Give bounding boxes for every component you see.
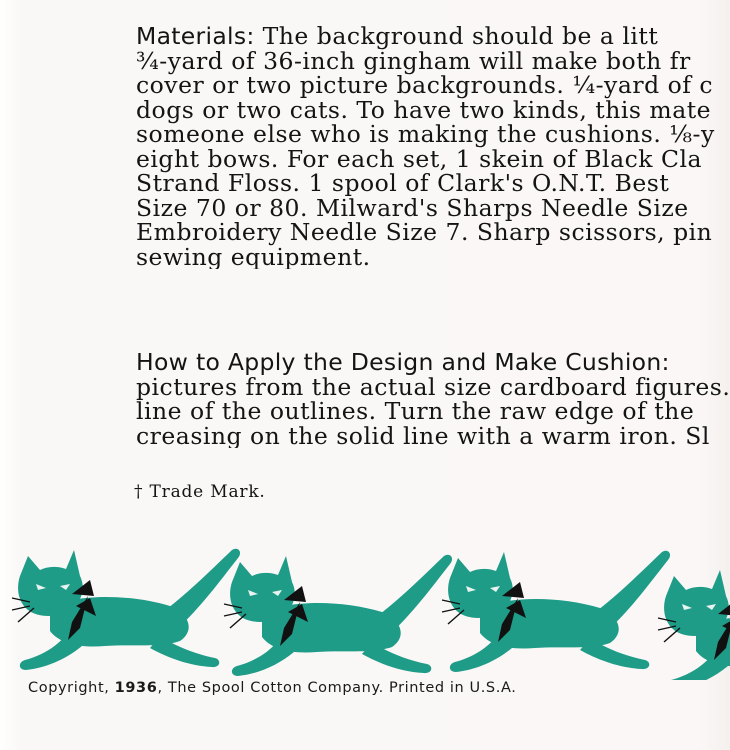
- materials-line-3: cover or two picture backgrounds. ¼-yard of c: [136, 71, 714, 99]
- cat-figure-4: [658, 569, 730, 680]
- materials-line-10: sewing equipment.: [136, 242, 371, 269]
- copyright-year: 1936: [114, 680, 158, 696]
- materials-line-8: Size 70 or 80. Milward's Sharps Needle Size: [136, 193, 689, 222]
- materials-line-9: Embroidery Needle Size 7. Sharp scissors, pin: [136, 218, 713, 246]
- howto-line-2: line of the outlines. Turn the raw edge of the: [136, 397, 695, 425]
- trademark-note: † Trade Mark.: [134, 482, 266, 502]
- howto-line-1: pictures from the actual size cardboard figures.: [136, 372, 730, 401]
- cat-figure-3: [442, 551, 670, 672]
- copyright-line: Copyright, 1936, The Spool Cotton Company. Printed in U.S.A.: [28, 680, 517, 696]
- materials-line-2: ¾-yard of 36-inch gingham will make both fr: [136, 46, 691, 75]
- materials-heading: Materials:: [136, 24, 255, 50]
- howto-heading: How to Apply the Design and Make Cushion:: [136, 350, 670, 376]
- howto-line-3: creasing on the solid line with a warm iron. Sl: [136, 421, 710, 448]
- cat-figure-1: [12, 549, 240, 670]
- materials-line-5: someone else who is making the cushions. ⅛-y: [136, 120, 715, 148]
- materials-line-6: eight bows. For each set, 1 skein of Black Cla: [136, 144, 702, 173]
- howto-paragraph: [136, 350, 730, 448]
- cat-figure-2: [224, 555, 452, 676]
- materials-line-1: Materials: The background should be a litt: [136, 24, 659, 50]
- materials-paragraph: [136, 24, 730, 269]
- materials-line-4: dogs or two cats. To have two kinds, this mate: [136, 95, 712, 124]
- materials-line-7: Strand Floss. 1 spool of Clark's O.N.T. Best: [136, 169, 670, 197]
- cat-border-illustration: [0, 520, 730, 680]
